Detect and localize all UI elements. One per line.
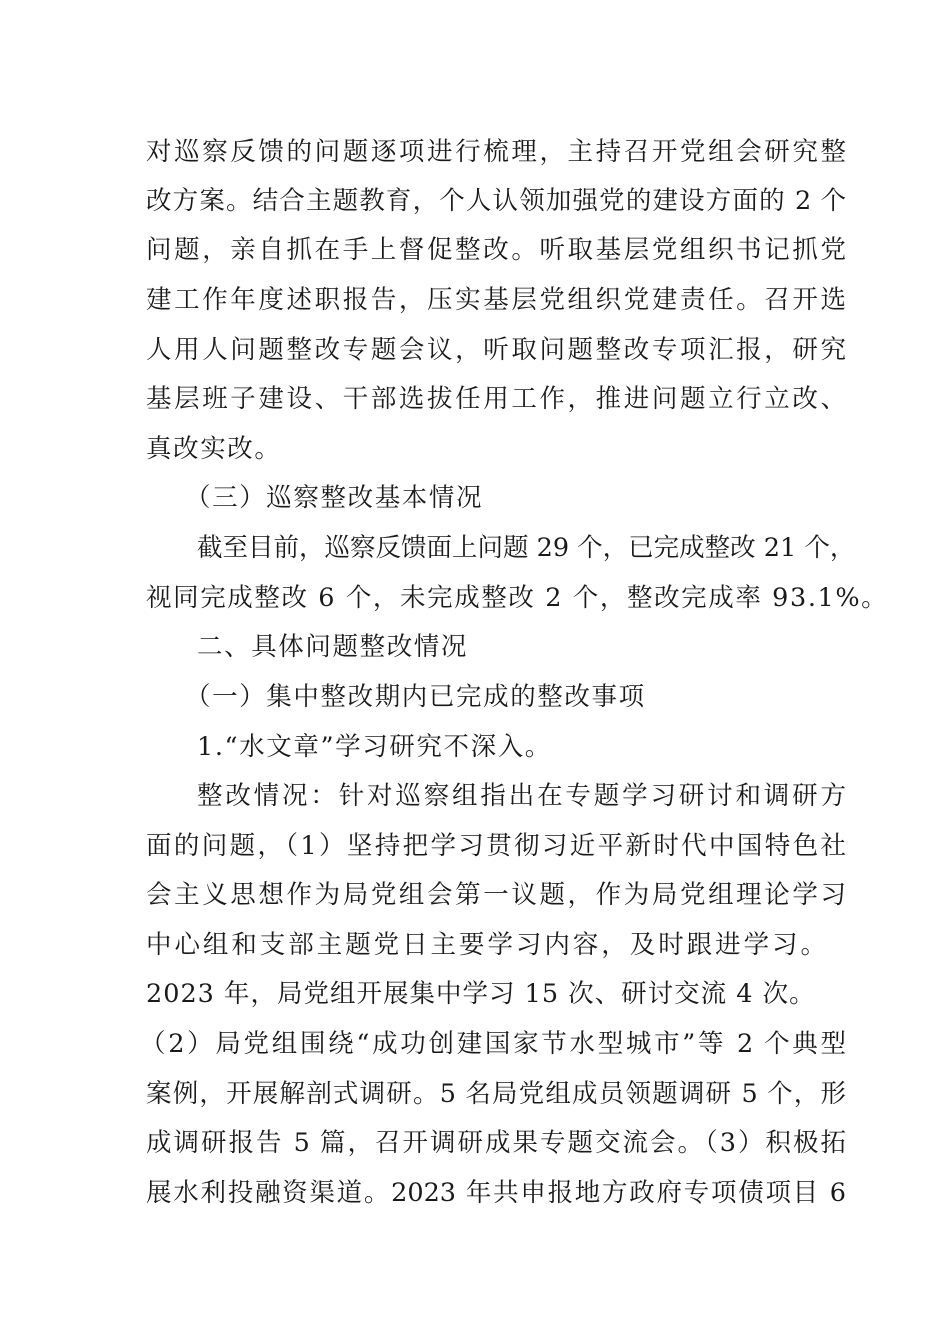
paragraph-line: 整改情况：针对巡察组指出在专题学习研讨和调研方 bbox=[197, 781, 846, 811]
paragraph-line: 案例，开展解剖式调研。5 名局党组成员领题调研 5 个，形 bbox=[146, 1079, 846, 1109]
paragraph-line: 真改实改。 bbox=[146, 434, 282, 464]
paragraph-line: 问题，亲自抓在手上督促整改。听取基层党组织书记抓党 bbox=[146, 235, 846, 265]
paragraph-line: 2023 年，局党组开展集中学习 15 次、研讨交流 4 次。 bbox=[146, 979, 816, 1009]
paragraph-line: 视同完成整改 6 个，未完成整改 2 个，整改完成率 93.1%。 bbox=[146, 583, 889, 613]
paragraph-line: （2）局党组围绕“成功创建国家节水型城市”等 2 个典型 bbox=[140, 1029, 846, 1059]
section-heading: （三）巡察整改基本情况 bbox=[185, 483, 484, 513]
paragraph-line: 面的问题，（1）坚持把学习贯彻习近平新时代中国特色社 bbox=[146, 831, 846, 861]
paragraph-line: 对巡察反馈的问题逐项进行梳理，主持召开党组会研究整 bbox=[146, 137, 846, 167]
section-heading: （一）集中整改期内已完成的整改事项 bbox=[185, 682, 646, 712]
paragraph-line: 截至目前，巡察反馈面上问题 29 个，已完成整改 21 个， bbox=[197, 533, 856, 563]
paragraph-line: 展水利投融资渠道。2023 年共申报地方政府专项债项目 6 bbox=[146, 1178, 846, 1208]
paragraph-line: 人用人问题整改专题会议，听取问题整改专项汇报，研究 bbox=[146, 335, 846, 365]
paragraph-line: 基层班子建设、干部选拔任用工作，推进问题立行立改、 bbox=[146, 384, 846, 414]
paragraph-line: 成调研报告 5 篇，召开调研成果专题交流会。（3）积极拓 bbox=[146, 1128, 846, 1158]
paragraph-line: 建工作年度述职报告，压实基层党组织党建责任。召开选 bbox=[146, 285, 846, 315]
paragraph-line: 会主义思想作为局党组会第一议题，作为局党组理论学习 bbox=[146, 880, 846, 910]
paragraph-line: 中心组和支部主题党日主要学习内容，及时跟进学习。 bbox=[146, 930, 826, 960]
paragraph-line: 改方案。结合主题教育，个人认领加强党的建设方面的 2 个 bbox=[146, 186, 846, 216]
item-heading: 1.“水文章”学习研究不深入。 bbox=[197, 732, 552, 762]
section-heading: 二、具体问题整改情况 bbox=[197, 632, 469, 662]
